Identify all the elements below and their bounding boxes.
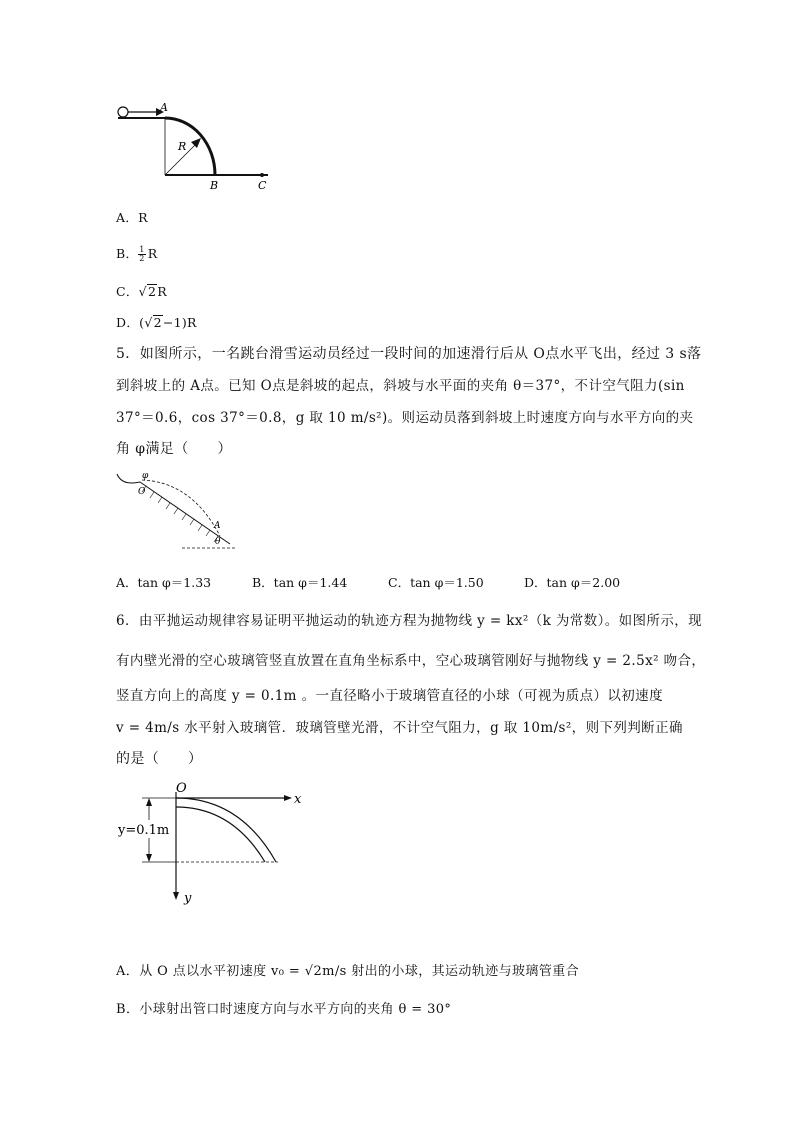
q5-line-1: 5．如图所示，一名跳台滑雪运动员经过一段时间的加速滑行后从 O点水平飞出，经过 3 s落	[116, 346, 702, 362]
label-r: R	[178, 140, 187, 153]
label-x: x	[294, 792, 302, 807]
glass-tube-figure	[112, 778, 312, 908]
q5-option-d: D．tan φ＝2.00	[524, 575, 621, 590]
q5-line-2: 到斜坡上的 A点。已知 O点是斜坡的起点，斜坡与水平面的夹角 θ＝37°，不计空气阻力(sin	[116, 378, 685, 394]
q4-option-c-prefix: C．	[116, 284, 139, 299]
radius-arrowhead	[191, 138, 201, 148]
sqrt-radicand: 2	[147, 284, 157, 299]
slope-line	[140, 482, 230, 544]
q5-option-b: B．tan φ＝1.44	[252, 575, 348, 590]
fraction-numerator: 1	[139, 245, 145, 254]
q6-line-1: 6．由平抛运动规律容易证明平抛运动的轨迹方程为抛物线 y = kx²（k 为常数）。如图所示，现	[116, 613, 703, 629]
ramp-curve	[117, 474, 140, 483]
q5-options	[116, 573, 620, 591]
q4-option-b-prefix: B．	[116, 246, 139, 261]
label-o: O	[138, 487, 146, 497]
label-theta: θ	[215, 537, 221, 547]
q5-option-c: C．tan φ＝1.50	[388, 575, 484, 590]
q4-option-d-prefix: D．(	[116, 315, 145, 330]
ski-slope-figure	[112, 464, 242, 554]
q4-option-d	[116, 313, 197, 331]
sqrt-symbol: √	[138, 284, 147, 299]
point-c-dot	[260, 173, 264, 177]
q4-option-a: A．R	[116, 210, 148, 225]
trajectory-curve	[142, 480, 220, 536]
fraction-denominator: 2	[139, 254, 145, 263]
q4-option-b-suffix: R	[147, 246, 158, 261]
height-arrow-bottom	[146, 854, 152, 862]
q5-option-a: A．tan φ＝1.33	[116, 575, 212, 590]
label-a: A	[214, 521, 221, 531]
q4-option-c	[116, 282, 167, 300]
height-arrow-top	[146, 798, 152, 806]
quarter-arc	[165, 118, 215, 175]
sqrt-symbol: √	[144, 315, 153, 330]
q4-option-d-suffix: −1)R	[162, 315, 197, 330]
q6-option-a: A．从 O 点以水平初速度 v₀ = √2m/s 射出的小球，其运动轨迹与玻璃管重合	[116, 964, 580, 979]
y-axis-arrowhead	[173, 892, 179, 900]
q4-option-c-suffix: R	[157, 284, 167, 299]
label-height: y=0.1m	[118, 823, 170, 838]
q6-option-b: B．小球射出管口时速度方向与水平方向的夹角 θ = 30°	[116, 1002, 452, 1017]
q6-line-3: 竖直方向上的高度 y = 0.1m 。一直径略小于玻璃管直径的小球（可视为质点）以初速度	[116, 688, 663, 704]
ball	[118, 107, 128, 117]
label-o: O	[176, 781, 187, 796]
slope-hatching	[142, 486, 218, 542]
q6-line-4: v = 4m/s 水平射入玻璃管．玻璃管壁光滑，不计空气阻力，g 取 10m/s²，则下列判断正确	[116, 720, 683, 736]
q6-line-2: 有内壁光滑的空心玻璃管竖直放置在直角坐标系中，空心玻璃管刚好与抛物线 y = 2.5x² 吻合，	[116, 653, 706, 669]
tube-inner-wall	[176, 807, 265, 862]
label-c: C	[258, 179, 267, 192]
fraction-half	[138, 246, 145, 263]
label-b: B	[210, 179, 219, 192]
q6-line-5: 的是（ ）	[116, 751, 203, 767]
q4-option-b	[116, 244, 157, 263]
label-phi: φ	[142, 471, 149, 481]
q5-line-4: 角 φ满足（ ）	[116, 441, 232, 457]
label-y: y	[184, 891, 192, 906]
quarter-circle-figure	[110, 100, 280, 195]
label-a: A	[160, 101, 168, 114]
q5-line-3: 37°＝0.6，cos 37°＝0.8，g 取 10 m/s²)。则运动员落到斜坡上时速度方向与水平方向的夹	[116, 410, 694, 426]
sqrt-radicand: 2	[153, 315, 162, 330]
x-axis-arrowhead	[284, 795, 292, 801]
